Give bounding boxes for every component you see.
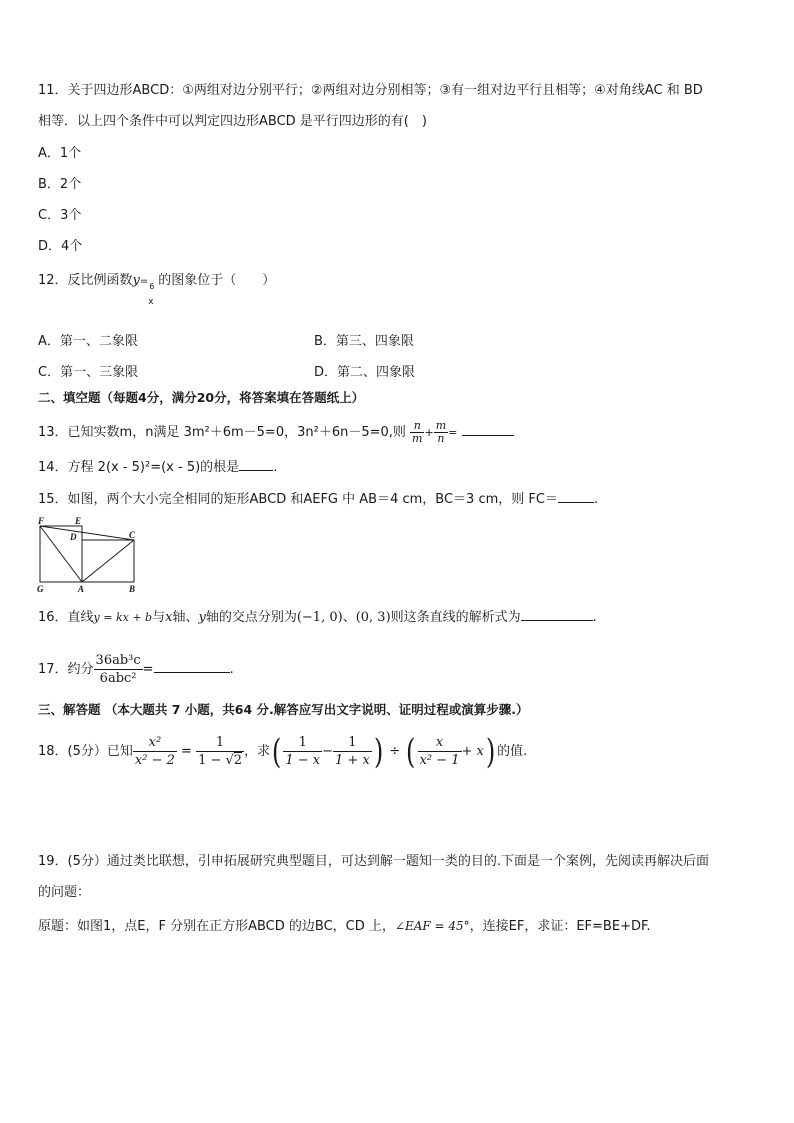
- q18-fraction-root: $\frac{1}{1 - √2}$: [198, 735, 243, 768]
- q13-f1-num: n: [410, 420, 424, 433]
- q19-line3-b: ，连接EF，求证：EF=BE+DF.: [469, 919, 651, 934]
- label-b: B: [129, 584, 136, 594]
- q15-rectangles-figure: [34, 514, 144, 596]
- q11-line2: 相等．以上四个条件中可以判定四边形ABCD 是平行四边形的有( ): [38, 114, 427, 129]
- q12-option-d: D．第二、四象限: [314, 365, 416, 380]
- q16-end: .: [592, 610, 597, 625]
- q17-answer-blank[interactable]: [154, 660, 230, 673]
- q11-option-d: D．4个: [38, 239, 83, 254]
- label-f: F: [38, 516, 45, 526]
- q18-fraction-5: [418, 734, 462, 769]
- q12-func-eq: =: [139, 276, 149, 287]
- q14-stem: [38, 458, 277, 477]
- q13-stem: [38, 415, 514, 451]
- q11-line1: 11．关于四边形ABCD：①两组对边分别平行；②两组对边分别相等；③有一组对边平行且相等；④对角线AC 和 BD: [38, 83, 703, 98]
- q16-y-axis: y: [198, 610, 206, 625]
- section-fill-in-heading: 二、填空题（每题4分，满分20分，将答案填在答题纸上）: [38, 390, 365, 405]
- q18-f4-num: 1: [333, 734, 372, 752]
- q13-plus: +: [424, 426, 434, 439]
- q14-text: 14．方程 2(x - 5)²=(x - 5)的根是: [38, 460, 240, 475]
- q11-option-c: C．3个: [38, 208, 82, 223]
- q13-eq: =: [448, 426, 458, 439]
- q15-text: 15．如图，两个大小完全相同的矩形ABCD 和AEFG 中 AB＝4 cm，BC＝3 cm，则 FC＝: [38, 492, 558, 507]
- q12-prefix: 12．反比例函数: [38, 273, 133, 288]
- q18-fraction-given: [133, 734, 177, 769]
- q15-stem: [38, 490, 598, 509]
- label-e: E: [75, 516, 82, 526]
- q12-func-y: y: [132, 273, 140, 288]
- q18-f5-num: x: [418, 734, 462, 752]
- q14-answer-blank[interactable]: [239, 458, 273, 471]
- q18-minus: −: [322, 744, 334, 759]
- q12-func-fraction: [148, 272, 158, 307]
- label-g: G: [37, 584, 44, 594]
- q19-angle: ∠EAF = 45°: [394, 919, 470, 933]
- q18-f2-den-b: 2: [233, 753, 243, 768]
- q17-prefix: 17．约分: [38, 662, 94, 677]
- q12-option-b: B．第三、四象限: [314, 334, 414, 349]
- q12-func-den: x: [148, 297, 154, 307]
- q18-prefix: 18．(5分）已知: [38, 744, 133, 759]
- q18-f4-den: 1 + x: [335, 753, 370, 768]
- q16-point-1: (−1, 0): [296, 610, 343, 625]
- q18-f1-den: x² − 2: [134, 753, 175, 768]
- q18-f3-num: 1: [283, 734, 322, 752]
- q13-fraction-m-over-n: [434, 420, 448, 445]
- section-solutions-heading: 三、解答题 （本大题共 7 小题，共64 分.解答应写出文字说明、证明过程或演算步骤.）: [38, 702, 529, 717]
- q17-fraction: [94, 652, 143, 687]
- q18-mid: ，求: [244, 744, 271, 759]
- q18-plus-x: + x: [461, 744, 484, 759]
- q16-answer-blank[interactable]: [521, 608, 593, 621]
- segment-ac: [82, 540, 134, 582]
- q12-suffix: 的图象位于（ ）: [158, 273, 276, 288]
- q18-f5-den: x² − 1: [419, 753, 460, 768]
- q19-line3-a: 原题：如图1，点E，F 分别在正方形ABCD 的边BC，CD 上，: [38, 919, 395, 934]
- q16-mid1: 与: [152, 610, 166, 625]
- q18-f3-den: 1 − x: [285, 753, 321, 768]
- q19-line2: 的问题：: [38, 885, 91, 900]
- q19-line1: 19．(5分）通过类比联想，引申拓展研究典型题目，可达到解一题知一类的目的.下面是一个案例，先阅读再解决后面: [38, 854, 710, 869]
- q13-text: 13．已知实数m，n满足 3m²＋6m－5=0，3n²＋6n－5=0,则: [38, 425, 406, 440]
- label-d: D: [70, 532, 77, 542]
- q17-eq: =: [142, 662, 154, 677]
- q17-end: .: [229, 662, 234, 677]
- q18-f2-den-a: 1 −: [198, 753, 226, 768]
- q14-end: .: [273, 460, 278, 475]
- q13-f2-num: m: [435, 419, 447, 432]
- q16-mid2: 轴、: [172, 610, 199, 625]
- q13-f1-den: m: [412, 432, 423, 445]
- q17-den: 6abc²: [99, 671, 137, 686]
- segment-fc: [40, 526, 134, 540]
- q18-stem: 18．(5分）已知 $\frac{\text{x²}}{\text{x² − 2}}$ = $\frac{1}{1 - √2}$ ，求( $\frac{1}{1 - x}$ − $\frac{1}{1 + x}$ ) ÷ ( $\frac{x}{\text{x² − 1}}$ + x) 的值.: [38, 731, 528, 772]
- q11-option-a: A．1个: [38, 146, 82, 161]
- q18-fraction-3: [283, 734, 322, 769]
- q12-option-a: A．第一、二象限: [38, 334, 138, 349]
- q16-sep: 、: [342, 610, 356, 625]
- q16-stem: [38, 608, 597, 627]
- q18-fraction-4: [333, 734, 372, 769]
- q19-line3: [38, 917, 651, 936]
- q17-stem: [38, 650, 234, 690]
- q16-x-axis: x: [165, 610, 173, 625]
- label-c: C: [129, 530, 136, 540]
- q18-suffix: 的值.: [497, 744, 528, 759]
- q12-option-c: C．第一、三象限: [38, 365, 139, 380]
- q13-f2-den: n: [437, 432, 445, 445]
- q16-point-2: (0, 3): [355, 610, 391, 625]
- q16-func: y = kx + b: [93, 611, 153, 624]
- q15-end: .: [593, 492, 599, 507]
- q13-fraction-n-over-m: [410, 420, 424, 445]
- q12-stem: [38, 272, 276, 307]
- q11-option-b: B．2个: [38, 177, 82, 192]
- q16-mid3: 轴的交点分别为: [205, 610, 297, 625]
- q16-suffix: 则这条直线的解析式为: [390, 610, 521, 625]
- label-a: A: [78, 584, 85, 594]
- q18-div: ÷: [389, 744, 401, 759]
- q15-answer-blank[interactable]: [558, 490, 594, 503]
- q13-answer-blank[interactable]: [462, 423, 514, 436]
- q18-eq: =: [181, 744, 192, 759]
- q17-num: 36ab³c: [95, 653, 141, 668]
- q18-f1-num: x²: [133, 734, 177, 752]
- q16-prefix: 16．直线: [38, 610, 94, 625]
- q18-f2-num: 1: [196, 734, 244, 752]
- q12-func-num: 6: [149, 282, 155, 291]
